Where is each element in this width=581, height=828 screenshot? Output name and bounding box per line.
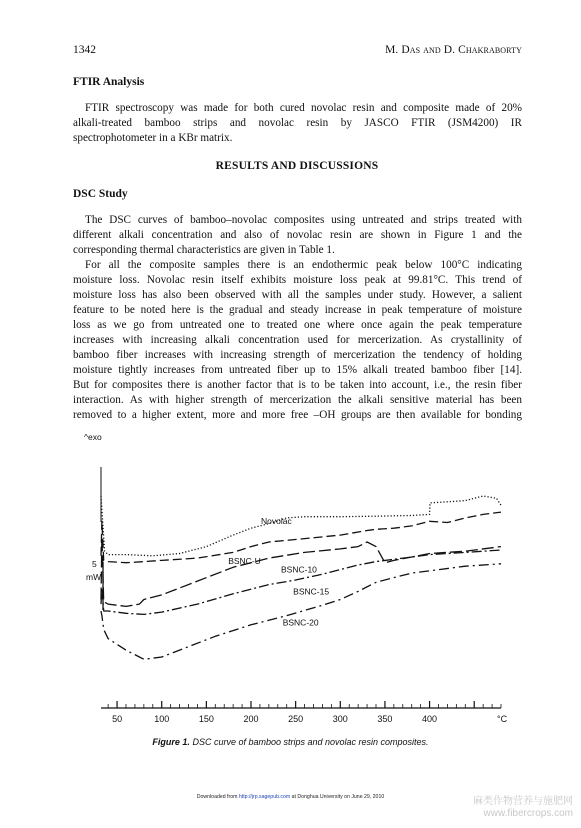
dsc-p2-line-11: removed to a higher extent, more and more free –OH groups are then available for bonding — [73, 409, 522, 421]
dsc-p2-line-8: moisture tightly increases from untreated fiber up to 15% alkali treated bamboo fiber [14]. — [73, 364, 522, 376]
exo-label: ^exo — [84, 432, 102, 442]
series-line-bsnc-15 — [101, 550, 501, 614]
x-tick-label: 50 — [112, 714, 123, 724]
watermark-line-2: www.fibercrops.com — [483, 808, 573, 819]
dsc-heading: DSC Study — [73, 188, 128, 200]
dsc-p2-line-3: moisture loss has also been observed with all the samples under study. However, a salient — [73, 289, 522, 301]
download-suffix: at Donghua University on June 29, 2010 — [290, 794, 385, 800]
dsc-p2-line-10: interaction. As with higher strength of mercerization the alkali sensitive material has been — [73, 394, 522, 406]
figure-static-marks — [84, 432, 508, 724]
figure-caption — [0, 737, 581, 747]
dsc-figure — [0, 420, 581, 735]
running-title: M. Das and D. Chakraborty — [385, 44, 522, 56]
ftir-line-2: alkali-treated bamboo strips and novolac resin by JASCO FTIR (JSM4200) IR — [73, 117, 522, 129]
curve-label-bsnc-u: BSNC-U — [228, 555, 261, 566]
dsc-p2-line-2: moisture loss. Novolac resin itself exhibits moisture loss peak at 99.81°C. This trend of — [73, 274, 522, 286]
x-unit-label: °C — [497, 714, 508, 724]
watermark-line-1: 麻类作物营养与施肥网 — [473, 796, 573, 807]
watermark — [473, 796, 573, 820]
scale-value: 5 — [92, 559, 97, 569]
download-prefix: Downloaded from — [196, 794, 239, 800]
figure-caption-label: Figure 1. — [152, 737, 190, 747]
curve-label-bsnc-15: BSNC-15 — [293, 586, 330, 597]
x-tick-label: 350 — [377, 714, 393, 724]
ftir-line-3: spectrophotometer in a KBr matrix. — [73, 132, 233, 144]
dsc-paragraph-2 — [73, 258, 522, 423]
dsc-p1-line-2: different alkali concentration and also of novolac resin are shown in Figure 1 and the — [73, 229, 522, 241]
scale-unit: mW — [86, 572, 102, 582]
figure-caption-text: DSC curve of bamboo strips and novolac resin composites. — [189, 737, 429, 747]
x-axis — [101, 701, 501, 724]
series-line-novolac — [101, 496, 501, 556]
ftir-paragraph — [73, 101, 522, 146]
x-tick-label: 250 — [288, 714, 304, 724]
x-tick-label: 300 — [332, 714, 348, 724]
x-tick-label: 150 — [198, 714, 214, 724]
download-link[interactable]: http://jrp.sagepub.com — [238, 794, 291, 800]
dsc-p2-line-5: loss as we go from untreated one to treated one where once again the peak temperature — [73, 319, 522, 331]
ftir-line-1: FTIR spectroscopy was made for both cured novolac resin and composite made of 20% — [85, 102, 522, 114]
dsc-p1-line-1: The DSC curves of bamboo–novolac composites using untreated and strips treated with — [85, 214, 522, 226]
x-tick-label: 400 — [422, 714, 438, 724]
dsc-paragraph-1 — [73, 213, 522, 258]
curve-label-bsnc-10: BSNC-10 — [281, 564, 317, 575]
dsc-p2-line-7: bamboo fiber increases with increasing strength of mercerization the tendency of holding — [73, 349, 522, 361]
x-tick-label: 100 — [154, 714, 170, 724]
dsc-p2-line-1: For all the composite samples there is an endothermic peak below 100°C indicating — [85, 259, 522, 271]
dsc-p2-line-4: feature to be noted here is the gradual and steady increase in peak temperature of moisture — [73, 304, 522, 316]
x-tick-label: 200 — [243, 714, 259, 724]
results-heading: RESULTS AND DISCUSSIONS — [215, 160, 379, 172]
page-number: 1342 — [73, 44, 96, 56]
dsc-p2-line-6: increases with increasing alkali concentration used for mercerization. As crystallinity of — [73, 334, 522, 346]
dsc-p2-line-9: But for composites there is another factor that is to be taken into account, i.e., the resin fiber — [73, 379, 522, 391]
ftir-heading: FTIR Analysis — [73, 76, 145, 88]
curve-label-novolac: Novolac — [261, 516, 292, 527]
curves — [101, 496, 501, 659]
dsc-p1-line-3: corresponding thermal characteristics are given in Table 1. — [73, 244, 335, 256]
curve-label-bsnc-20: BSNC-20 — [282, 617, 319, 628]
curve-labels — [228, 516, 329, 627]
